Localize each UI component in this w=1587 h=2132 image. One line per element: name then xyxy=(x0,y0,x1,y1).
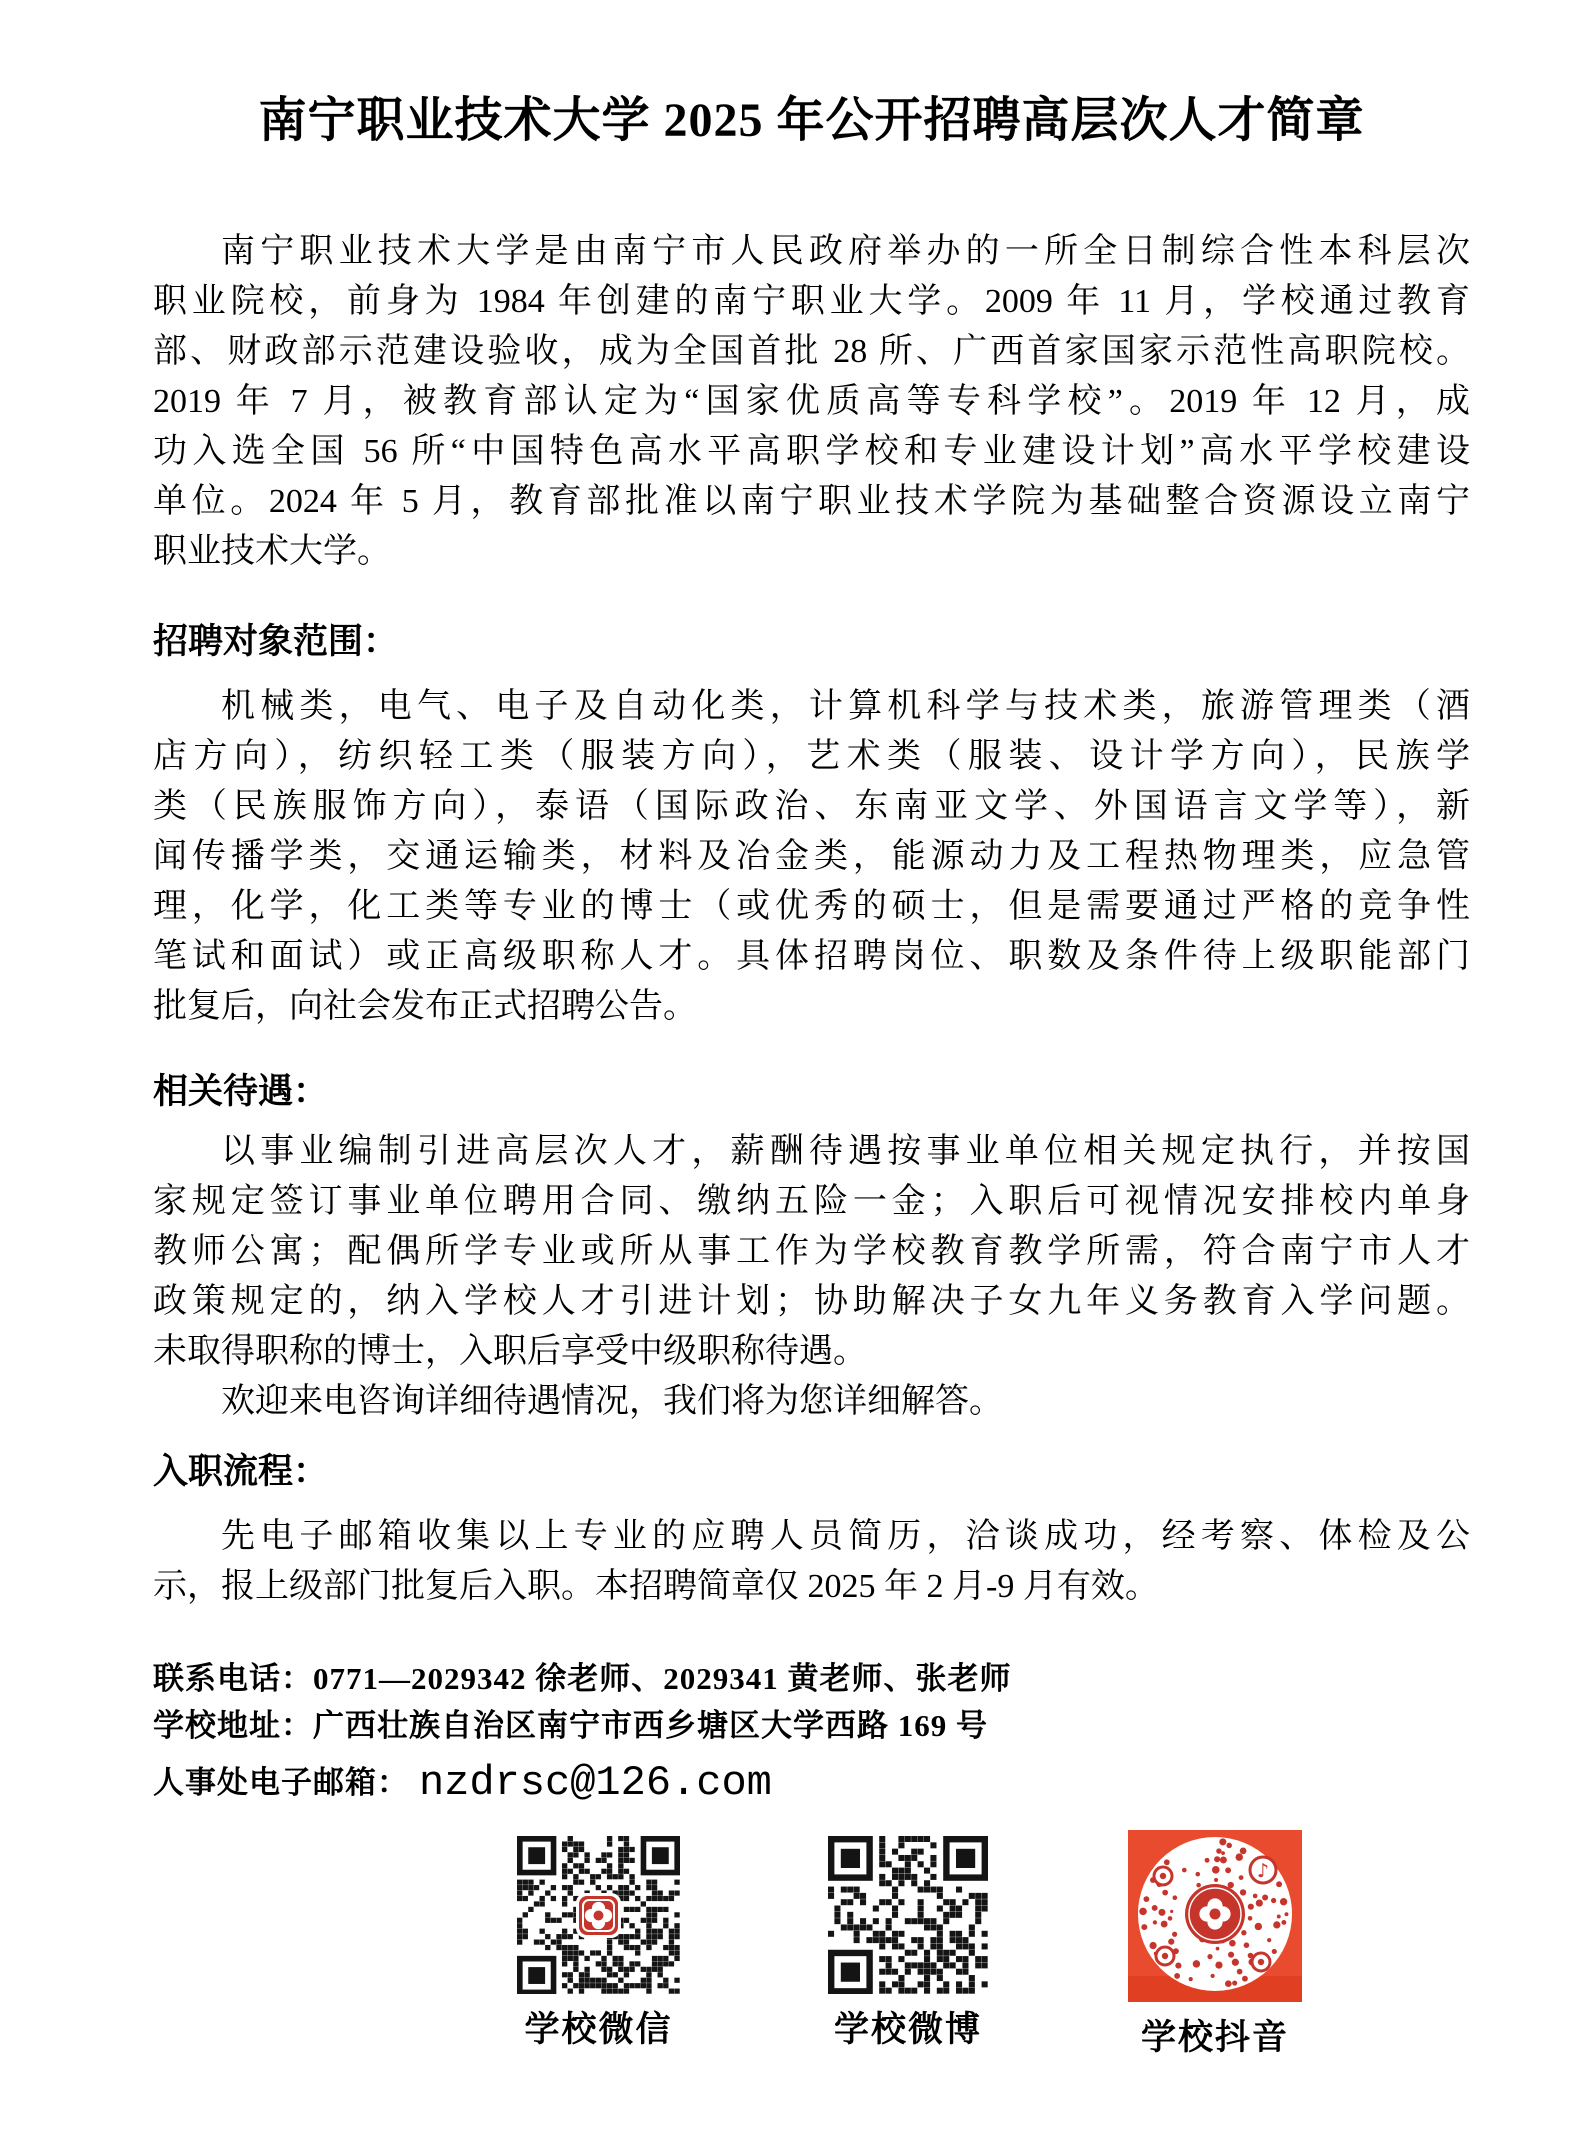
text-line: 2019 年 7 月，被教育部认定为“国家优质高等专科学校”。2019 年 12 月，成 xyxy=(153,383,1470,420)
text-line: 理，化学，化工类等专业的博士（或优秀的硕士，但是需要通过严格的竞争性 xyxy=(153,888,1470,925)
section-heading-onboarding-process: 入职流程： xyxy=(153,1452,329,1491)
qr-wechat xyxy=(517,1836,680,2052)
text-line: 先电子邮箱收集以上专业的应聘人员简历，洽谈成功，经考察、体检及公 xyxy=(221,1518,1470,1555)
qr-label-wechat: 学校微信 xyxy=(524,2010,673,2049)
qr-weibo xyxy=(828,1836,988,2052)
paragraph xyxy=(153,1512,1470,1612)
text-line: 政策规定的，纳入学校人才引进计划；协助解决子女九年义务教育入学问题。 xyxy=(153,1283,1470,1320)
paragraph xyxy=(153,1127,1470,1377)
qr-code-row xyxy=(153,1836,1470,2066)
text-line: 欢迎来电咨询详细待遇情况，我们将为您详细解答。 xyxy=(221,1383,1003,1420)
text-line: 批复后，向社会发布正式招聘公告。 xyxy=(153,988,697,1025)
text-line: 机械类，电气、电子及自动化类，计算机科学与技术类，旅游管理类（酒 xyxy=(221,688,1470,725)
qr-douyin xyxy=(1128,1830,1302,2060)
email-address: nzdrsc@126.com xyxy=(419,1759,772,1807)
contact-block xyxy=(153,1655,1470,1811)
weibo-qr-icon xyxy=(828,1836,988,1994)
email-label: 人事处电子邮箱： xyxy=(153,1765,409,1800)
text-line: 未取得职称的博士，入职后享受中级职称待遇。 xyxy=(153,1333,867,1370)
contact-phone-line: 联系电话：0771—2029342 徐老师、2029341 黄老师、张老师 xyxy=(153,1661,1012,1696)
text-line: 类（民族服饰方向），泰语（国际政治、东南亚文学、外国语言文学等），新 xyxy=(153,788,1470,825)
section-heading-recruitment-scope: 招聘对象范围： xyxy=(153,622,399,661)
svg-text:♪: ♪ xyxy=(1256,1860,1270,1882)
text-line: 功入选全国 56 所“中国特色高水平高职学校和专业建设计划”高水平学校建设 xyxy=(153,433,1470,470)
section-heading-benefits: 相关待遇： xyxy=(153,1072,329,1111)
text-line: 笔试和面试）或正高级职称人才。具体招聘岗位、职数及条件待上级职能部门 xyxy=(153,938,1470,975)
page-title: 南宁职业技术大学 2025 年公开招聘高层次人才简章 xyxy=(258,94,1365,147)
benefits-paragraph xyxy=(153,1127,1470,1427)
document-body xyxy=(153,227,1470,2066)
text-line: 职业院校，前身为 1984 年创建的南宁职业大学。2009 年 11 月，学校通过教育 xyxy=(153,283,1470,320)
text-line: 店方向），纺织轻工类（服装方向），艺术类（服装、设计学方向），民族学 xyxy=(153,738,1470,775)
text-line: 闻传播学类，交通运输类，材料及冶金类，能源动力及工程热物理类，应急管 xyxy=(153,838,1470,875)
recruitment-scope-paragraph xyxy=(153,682,1470,1032)
text-line: 示，报上级部门批复后入职。本招聘简章仅 2025 年 2 月-9 月有效。 xyxy=(153,1568,1159,1605)
paragraph xyxy=(153,682,1470,1032)
paragraph xyxy=(153,227,1470,577)
contact-email-line xyxy=(153,1755,1470,1811)
text-line: 单位。2024 年 5 月，教育部批准以南宁职业技术学院为基础整合资源设立南宁 xyxy=(153,483,1470,520)
text-line: 职业技术大学。 xyxy=(153,533,391,570)
contact-address-line: 学校地址：广西壮族自治区南宁市西乡塘区大学西路 169 号 xyxy=(153,1708,988,1743)
text-line: 家规定签订事业单位聘用合同、缴纳五险一金；入职后可视情况安排校内单身 xyxy=(153,1183,1470,1220)
text-line: 南宁职业技术大学是由南宁市人民政府举办的一所全日制综合性本科层次 xyxy=(221,233,1470,270)
text-line: 以事业编制引进高层次人才，薪酬待遇按事业单位相关规定执行，并按国 xyxy=(221,1133,1470,1170)
wechat-qr-icon xyxy=(517,1836,680,1994)
qr-label-douyin: 学校抖音 xyxy=(1140,2018,1289,2057)
paragraph xyxy=(153,1377,1470,1427)
douyin-qr-icon xyxy=(1128,1830,1302,2002)
onboarding-process-paragraph xyxy=(153,1512,1470,1612)
text-line: 部、财政部示范建设验收，成为全国首批 28 所、广西首家国家示范性高职院校。 xyxy=(153,333,1470,370)
qr-label-weibo: 学校微博 xyxy=(833,2010,982,2049)
intro-paragraph xyxy=(153,227,1470,577)
text-line: 教师公寓；配偶所学专业或所从事工作为学校教育教学所需，符合南宁市人才 xyxy=(153,1233,1470,1270)
